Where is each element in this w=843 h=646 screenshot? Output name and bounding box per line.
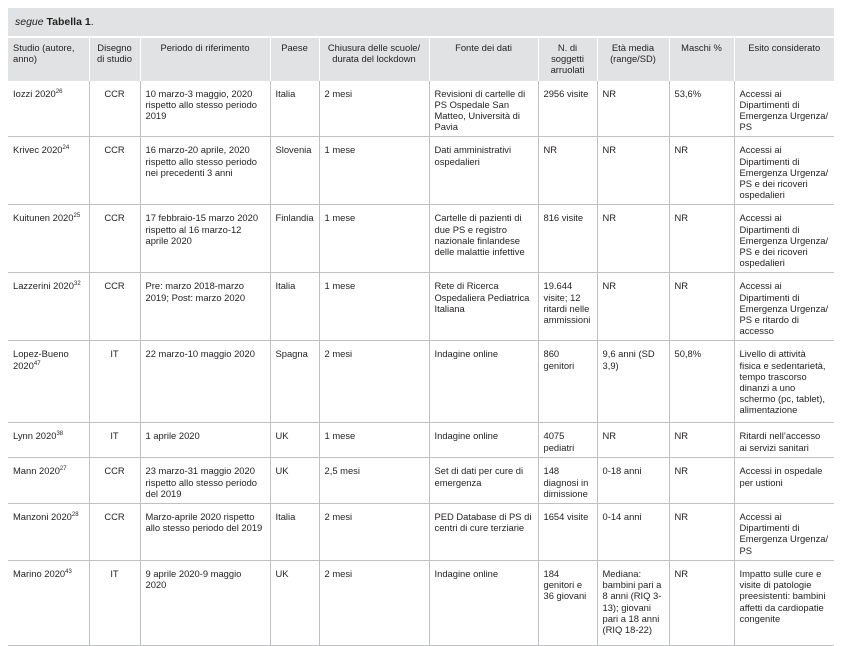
- cell-source-text: Rete di Ricerca Ospedaliera Pediatrica Italiana: [434, 280, 530, 314]
- cell-study-text: Krivec 2020: [13, 144, 63, 156]
- cell-outcome: [734, 560, 834, 645]
- cell-age: [597, 560, 669, 645]
- cell-study: [8, 137, 89, 205]
- cell-male: [669, 341, 734, 423]
- cell-design-text: IT: [110, 430, 119, 442]
- reference-number: 28: [71, 511, 79, 518]
- header-study: Studio (autore, anno): [8, 38, 89, 81]
- reference-number: 32: [73, 281, 81, 288]
- cell-country-text: Italia: [275, 511, 296, 523]
- reference-number: 24: [62, 145, 70, 152]
- cell-country: [270, 458, 319, 504]
- cell-closure-text: 1 mese: [324, 212, 356, 224]
- cell-period-text: 23 marzo-31 maggio 2020 rispetto allo stesso periodo del 2019: [145, 465, 258, 499]
- reference-number: 25: [73, 213, 81, 220]
- cell-period: [140, 560, 270, 645]
- cell-design-text: CCR: [104, 87, 125, 99]
- table-row: [8, 205, 834, 273]
- table-row: [8, 504, 834, 561]
- cell-period-text: 17 febbraio-15 marzo 2020 rispetto al 16 marzo-12 aprile 2020: [145, 212, 259, 246]
- cell-male-text: NR: [674, 144, 689, 156]
- cell-male: [669, 81, 734, 137]
- header-enrolled: N. di soggetti arruolati: [538, 38, 597, 81]
- cell-age: [597, 81, 669, 137]
- cell-closure-text: 2 mesi: [324, 567, 353, 579]
- cell-outcome: [734, 273, 834, 341]
- cell-country-text: Finlandia: [275, 212, 314, 224]
- cell-closure: [319, 423, 429, 458]
- cell-closure-text: 1 mese: [324, 280, 356, 292]
- cell-male: [669, 205, 734, 273]
- cell-design-text: IT: [110, 567, 119, 579]
- cell-enrolled-text: 860 genitori: [543, 348, 575, 371]
- header-male: Maschi %: [669, 38, 734, 81]
- cell-male-text: NR: [674, 430, 689, 442]
- cell-enrolled-text: 2956 visite: [543, 87, 589, 99]
- header-age: Età media (range/SD): [597, 38, 669, 81]
- cell-source-text: Dati amministrativi ospedalieri: [434, 144, 512, 167]
- studies-table: [8, 38, 834, 646]
- cell-male-text: NR: [674, 567, 689, 579]
- cell-study: [8, 423, 89, 458]
- cell-enrolled: [538, 205, 597, 273]
- cell-male-text: NR: [674, 511, 689, 523]
- cell-source-text: Set di dati per cure di emergenza: [434, 465, 524, 488]
- cell-outcome-text: Accessi ai Dipartimenti di Emergenza Urgenza/ PS e dei ricoveri ospedalieri: [739, 144, 829, 201]
- cell-male: [669, 423, 734, 458]
- cell-male-text: NR: [674, 465, 689, 477]
- cell-source-text: Indagine online: [434, 348, 499, 360]
- cell-closure: [319, 504, 429, 561]
- cell-study-text: Marino 2020: [13, 567, 66, 579]
- cell-period: [140, 504, 270, 561]
- cell-source: [429, 205, 538, 273]
- cell-country-text: Italia: [275, 87, 296, 99]
- header-row: [8, 38, 834, 81]
- cell-country: [270, 423, 319, 458]
- cell-enrolled-text: 1654 visite: [543, 511, 589, 523]
- cell-outcome: [734, 504, 834, 561]
- cell-study: [8, 504, 89, 561]
- cell-enrolled: [538, 504, 597, 561]
- header-country: Paese: [270, 38, 319, 81]
- table-row: [8, 423, 834, 458]
- cell-source-text: Indagine online: [434, 567, 499, 579]
- cell-outcome: [734, 137, 834, 205]
- cell-age-text: NR: [602, 430, 617, 442]
- cell-design: [89, 137, 140, 205]
- cell-age: [597, 273, 669, 341]
- cell-source: [429, 81, 538, 137]
- cell-closure: [319, 341, 429, 423]
- cell-country: [270, 504, 319, 561]
- header-design: Disegno di studio: [89, 38, 140, 81]
- cell-age-text: Mediana: bambini pari a 8 anni (RIQ 3-13); giovani pari a 18 anni (RIQ 18-22): [602, 567, 662, 635]
- cell-period: [140, 137, 270, 205]
- cell-closure-text: 1 mese: [324, 144, 356, 156]
- cell-period-text: Marzo-aprile 2020 rispetto allo stesso periodo del 2019: [145, 511, 263, 534]
- cell-source-text: Indagine online: [434, 430, 499, 442]
- cell-enrolled: [538, 560, 597, 645]
- cell-study-text: Manzoni 2020: [13, 511, 72, 523]
- cell-enrolled-text: 19.644 visite; 12 ritardi nelle ammissioni: [543, 280, 591, 326]
- cell-country-text: UK: [275, 567, 289, 579]
- cell-study-text: Kuitunen 2020: [13, 212, 74, 224]
- cell-male-text: 53,6%: [674, 87, 702, 99]
- cell-design: [89, 341, 140, 423]
- reference-number: 47: [33, 360, 41, 367]
- cell-period-text: 22 marzo-10 maggio 2020: [145, 348, 255, 360]
- cell-study-text: Lazzerini 2020: [13, 280, 74, 292]
- table-row: [8, 137, 834, 205]
- cell-source: [429, 423, 538, 458]
- cell-enrolled-text: 148 diagnosi in dimissione: [543, 465, 589, 499]
- cell-closure-text: 2,5 mesi: [324, 465, 360, 477]
- cell-design: [89, 205, 140, 273]
- cell-source-text: Cartelle di pazienti di due PS e registro nazionale finlandese delle malattie infettive: [434, 212, 525, 258]
- cell-country-text: Spagna: [275, 348, 308, 360]
- cell-period: [140, 273, 270, 341]
- cell-country: [270, 137, 319, 205]
- cell-enrolled-text: 184 genitori e 36 giovani: [543, 567, 587, 602]
- cell-male-text: 50,8%: [674, 348, 702, 360]
- reference-number: 26: [55, 88, 63, 95]
- table-container: [8, 8, 834, 646]
- cell-study-text: Lynn 2020: [13, 430, 57, 442]
- cell-source: [429, 273, 538, 341]
- table-caption: [8, 8, 834, 38]
- table-row: [8, 273, 834, 341]
- cell-age: [597, 137, 669, 205]
- cell-source: [429, 341, 538, 423]
- cell-male: [669, 273, 734, 341]
- cell-age-text: NR: [602, 144, 617, 156]
- cell-country: [270, 560, 319, 645]
- cell-source: [429, 560, 538, 645]
- cell-period: [140, 81, 270, 137]
- cell-period-text: 16 marzo-20 aprile, 2020 rispetto allo stesso periodo nei precedenti 3 anni: [145, 144, 258, 178]
- cell-closure-text: 2 mesi: [324, 511, 353, 523]
- table-row: [8, 458, 834, 504]
- cell-period: [140, 341, 270, 423]
- cell-design: [89, 423, 140, 458]
- cell-study-text: Mann 2020: [13, 465, 60, 477]
- cell-closure: [319, 458, 429, 504]
- cell-design: [89, 273, 140, 341]
- cell-enrolled-text: 4075 pediatri: [543, 430, 575, 453]
- cell-closure: [319, 81, 429, 137]
- cell-period: [140, 423, 270, 458]
- cell-source-text: Revisioni di cartelle di PS Ospedale San Matteo, Università di Pavia: [434, 87, 526, 133]
- cell-outcome-text: Livello di attività fisica e sedentarietà, tempo trascorso dinanzi a uno schermo (pc, tablet), alimentazione: [739, 348, 826, 416]
- caption-prefix: segue: [15, 16, 44, 28]
- cell-country-text: UK: [275, 465, 289, 477]
- cell-age-text: NR: [602, 280, 617, 292]
- cell-closure-text: 2 mesi: [324, 87, 353, 99]
- cell-source: [429, 504, 538, 561]
- cell-enrolled: [538, 423, 597, 458]
- cell-period: [140, 458, 270, 504]
- cell-outcome-text: Accessi ai Dipartimenti di Emergenza Urgenza/ PS e ritardo di accesso: [739, 280, 829, 337]
- cell-outcome: [734, 205, 834, 273]
- cell-enrolled: [538, 458, 597, 504]
- cell-study: [8, 273, 89, 341]
- cell-country: [270, 81, 319, 137]
- cell-outcome-text: Ritardi nell’accesso ai servizi sanitari: [739, 430, 821, 453]
- cell-male: [669, 504, 734, 561]
- cell-age-text: 0-14 anni: [602, 511, 642, 523]
- cell-design-text: CCR: [104, 144, 125, 156]
- header-period: Periodo di riferimento: [140, 38, 270, 81]
- cell-closure: [319, 137, 429, 205]
- cell-period-text: 9 aprile 2020-9 maggio 2020: [145, 567, 242, 591]
- cell-source: [429, 137, 538, 205]
- cell-country-text: UK: [275, 430, 289, 442]
- cell-enrolled: [538, 273, 597, 341]
- cell-source-text: PED Database di PS di centri di cure terziarie: [434, 511, 532, 534]
- cell-age-text: NR: [602, 212, 617, 224]
- cell-design: [89, 560, 140, 645]
- cell-study: [8, 81, 89, 137]
- cell-study-text: Lopez-Bueno 2020: [13, 348, 69, 371]
- table-row: [8, 341, 834, 423]
- cell-age: [597, 423, 669, 458]
- cell-male-text: NR: [674, 280, 689, 292]
- cell-enrolled-text: NR: [543, 144, 558, 156]
- header-closure: Chiusura delle scuole/ durata del lockdown: [319, 38, 429, 81]
- cell-enrolled: [538, 81, 597, 137]
- cell-male: [669, 458, 734, 504]
- cell-period-text: 10 marzo-3 maggio, 2020 rispetto allo stesso periodo 2019: [145, 87, 258, 122]
- cell-age: [597, 504, 669, 561]
- reference-number: 27: [59, 466, 67, 473]
- cell-design-text: CCR: [104, 212, 125, 224]
- cell-study: [8, 458, 89, 504]
- cell-design: [89, 81, 140, 137]
- cell-male: [669, 560, 734, 645]
- cell-study: [8, 341, 89, 423]
- cell-period-text: Pre: marzo 2018-marzo 2019; Post: marzo 2020: [145, 280, 246, 303]
- cell-male-text: NR: [674, 212, 689, 224]
- cell-country: [270, 205, 319, 273]
- cell-outcome-text: Accessi ai Dipartimenti di Emergenza Urgenza/ PS e dei ricoveri ospedalieri: [739, 212, 829, 269]
- cell-age-text: 0-18 anni: [602, 465, 642, 477]
- cell-period-text: 1 aprile 2020: [145, 430, 200, 442]
- cell-closure-text: 1 mese: [324, 430, 356, 442]
- cell-outcome: [734, 81, 834, 137]
- cell-country: [270, 273, 319, 341]
- cell-design-text: CCR: [104, 280, 125, 292]
- reference-number: 38: [56, 431, 64, 438]
- cell-age-text: 9,6 anni (SD 3,9): [602, 348, 655, 371]
- cell-outcome: [734, 458, 834, 504]
- cell-outcome: [734, 341, 834, 423]
- caption-suffix: .: [90, 16, 94, 28]
- cell-design-text: IT: [110, 348, 119, 360]
- cell-age: [597, 205, 669, 273]
- cell-source: [429, 458, 538, 504]
- cell-country-text: Italia: [275, 280, 296, 292]
- cell-design-text: CCR: [104, 511, 125, 523]
- cell-enrolled-text: 816 visite: [543, 212, 584, 224]
- cell-male: [669, 137, 734, 205]
- cell-design-text: CCR: [104, 465, 125, 477]
- cell-study: [8, 205, 89, 273]
- cell-age-text: NR: [602, 87, 617, 99]
- cell-outcome-text: Accessi in ospedale per ustioni: [739, 465, 823, 488]
- cell-outcome-text: Accessi ai Dipartimenti di Emergenza Urgenza/ PS: [739, 87, 829, 133]
- cell-country: [270, 341, 319, 423]
- caption-label: Tabella 1: [46, 16, 91, 28]
- cell-enrolled: [538, 341, 597, 423]
- cell-outcome-text: Impatto sulle cure e visite di patologie preesistenti: bambini affetti da cardiopatie congenite: [739, 567, 826, 624]
- cell-closure: [319, 205, 429, 273]
- cell-closure: [319, 273, 429, 341]
- cell-closure: [319, 560, 429, 645]
- cell-closure-text: 2 mesi: [324, 348, 353, 360]
- cell-age: [597, 341, 669, 423]
- cell-period: [140, 205, 270, 273]
- cell-design: [89, 458, 140, 504]
- reference-number: 43: [65, 568, 72, 575]
- header-source: Fonte dei dati: [429, 38, 538, 81]
- table-row: [8, 560, 834, 645]
- cell-study: [8, 560, 89, 645]
- table-row: [8, 81, 834, 137]
- cell-study-text: Iozzi 2020: [13, 87, 56, 99]
- cell-enrolled: [538, 137, 597, 205]
- header-outcome: Esito considerato: [734, 38, 834, 81]
- cell-country-text: Slovenia: [275, 144, 312, 156]
- cell-age: [597, 458, 669, 504]
- cell-outcome: [734, 423, 834, 458]
- cell-outcome-text: Accessi ai Dipartimenti di Emergenza Urgenza/ PS: [739, 511, 829, 556]
- cell-design: [89, 504, 140, 561]
